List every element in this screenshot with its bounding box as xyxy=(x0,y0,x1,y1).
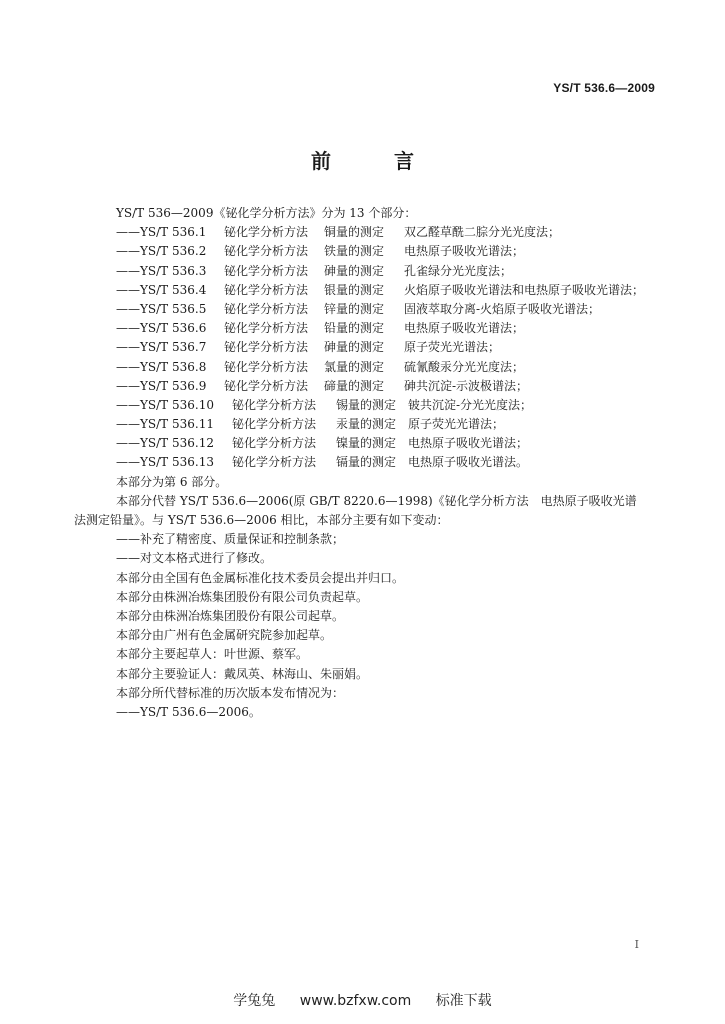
statement-history-intro: 本部分所代替标准的历次版本发布情况为： xyxy=(116,685,345,700)
part-category: 铋化学分析方法 xyxy=(224,225,309,240)
part-method: 电热原子吸收光谱法； xyxy=(408,436,529,451)
document-body xyxy=(74,204,668,722)
part-code: ——YS/T 536.13 xyxy=(116,455,214,470)
part-method: 电热原子吸收光谱法； xyxy=(404,244,525,259)
part-list-item xyxy=(88,434,668,453)
part-element: 碲量的测定 xyxy=(324,378,385,393)
part-list-item xyxy=(88,281,668,300)
part-code: ——YS/T 536.12 xyxy=(116,436,214,451)
part-category: 铋化学分析方法 xyxy=(224,263,309,278)
part-code: ——YS/T 536.8 xyxy=(116,359,207,374)
part-list-item xyxy=(88,223,668,242)
part-element: 铅量的测定 xyxy=(324,321,385,336)
part-method: 双乙醛草酰二腙分光光度法； xyxy=(404,225,561,240)
part-category: 铋化学分析方法 xyxy=(224,244,309,259)
part-element: 汞量的测定 xyxy=(336,417,397,432)
part-method: 原子荧光光谱法； xyxy=(404,340,501,355)
part-code: ——YS/T 536.6 xyxy=(116,321,207,336)
part-method: 原子荧光光谱法； xyxy=(408,417,505,432)
part-list-item xyxy=(88,377,668,396)
part-code: ——YS/T 536.10 xyxy=(116,397,214,412)
part-category: 铋化学分析方法 xyxy=(232,397,317,412)
part-code: ——YS/T 536.3 xyxy=(116,263,207,278)
part-list-item xyxy=(88,300,668,319)
footer-url[interactable]: www.bzfxw.com xyxy=(299,993,412,1009)
part-code: ——YS/T 536.11 xyxy=(116,417,214,432)
part-method: 电热原子吸收光谱法； xyxy=(404,321,525,336)
part-category: 铋化学分析方法 xyxy=(232,455,317,470)
part-category: 铋化学分析方法 xyxy=(224,378,309,393)
change-item: ——补充了精密度、质量保证和控制条款； xyxy=(116,532,345,547)
part-element: 锌量的测定 xyxy=(324,301,385,316)
statement-proposer: 本部分由全国有色金属标准化技术委员会提出并归口。 xyxy=(116,570,405,585)
part-method: 砷共沉淀-示波极谱法； xyxy=(404,378,529,393)
part-list-item xyxy=(88,338,668,357)
part-method: 铍共沉淀-分光光度法； xyxy=(408,397,533,412)
statement-drafter: 本部分由株洲冶炼集团股份有限公司起草。 xyxy=(116,608,345,623)
part-code: ——YS/T 536.5 xyxy=(116,301,207,316)
part-element: 砷量的测定 xyxy=(324,340,385,355)
part-list-item xyxy=(88,242,668,261)
statement-responsible: 本部分由株洲冶炼集团股份有限公司负责起草。 xyxy=(116,589,369,604)
part-element: 镍量的测定 xyxy=(336,436,397,451)
intro-paragraph: YS/T 536—2009《铋化学分析方法》分为 13 个部分： xyxy=(116,206,417,220)
parts-list xyxy=(88,223,668,472)
replaces-statement-line2: 法测定铅量》。与 YS/T 536.6—2006 相比，本部分主要有如下变动： xyxy=(74,513,449,527)
part-list-item xyxy=(88,319,668,338)
part-category: 铋化学分析方法 xyxy=(232,436,317,451)
part-category: 铋化学分析方法 xyxy=(224,301,309,316)
footer-watermark xyxy=(0,990,725,1010)
part-code: ——YS/T 536.7 xyxy=(116,340,207,355)
part-list-item xyxy=(88,396,668,415)
part-category: 铋化学分析方法 xyxy=(224,340,309,355)
page-title: 前 言 xyxy=(311,149,442,173)
part-element: 镉量的测定 xyxy=(336,455,397,470)
standard-code: YS/T 536.6—2009 xyxy=(553,81,655,95)
change-item: ——对文本格式进行了修改。 xyxy=(116,551,273,566)
replaces-statement-line1: 本部分代替 YS/T 536.6—2006(原 GB/T 8220.6—1998)《铋化学分析方法 电热原子吸收光谱 xyxy=(116,493,637,508)
part-element: 铁量的测定 xyxy=(324,244,385,259)
history-item: ——YS/T 536.6—2006。 xyxy=(116,704,261,719)
part-category: 铋化学分析方法 xyxy=(224,282,309,297)
page-number: I xyxy=(634,938,639,951)
part-method: 固液萃取分离-火焰原子吸收光谱法； xyxy=(404,301,601,316)
statement-main-drafters: 本部分主要起草人：叶世源、蔡军。 xyxy=(116,647,309,662)
part-code: ——YS/T 536.9 xyxy=(116,378,207,393)
part-code: ——YS/T 536.2 xyxy=(116,244,207,259)
part-method: 火焰原子吸收光谱法和电热原子吸收光谱法； xyxy=(404,282,645,297)
part-list-item xyxy=(88,453,668,472)
part-list-item xyxy=(88,358,668,377)
part-method: 硫氰酸汞分光光度法； xyxy=(404,359,525,374)
statement-verifiers: 本部分主要验证人：戴凤英、林海山、朱丽娟。 xyxy=(116,666,369,681)
part-element: 砷量的测定 xyxy=(324,263,385,278)
part-code: ——YS/T 536.4 xyxy=(116,282,207,297)
part-method: 孔雀绿分光光度法； xyxy=(404,263,513,278)
statement-participant: 本部分由广州有色金属研究院参加起草。 xyxy=(116,628,333,643)
footer-tagline: 标准下载 xyxy=(435,993,492,1009)
part-element: 铜量的测定 xyxy=(324,225,385,240)
part-category: 铋化学分析方法 xyxy=(232,417,317,432)
part-element: 氯量的测定 xyxy=(324,359,385,374)
part-code: ——YS/T 536.1 xyxy=(116,225,207,240)
part-category: 铋化学分析方法 xyxy=(224,321,309,336)
part-list-item xyxy=(88,262,668,281)
part-element: 银量的测定 xyxy=(324,282,385,297)
part-method: 电热原子吸收光谱法。 xyxy=(408,455,529,470)
part-category: 铋化学分析方法 xyxy=(224,359,309,374)
part-element: 锡量的测定 xyxy=(336,397,397,412)
part-number-statement: 本部分为第 6 部分。 xyxy=(116,474,228,489)
part-list-item xyxy=(88,415,668,434)
footer-brand: 学兔兔 xyxy=(233,993,276,1009)
